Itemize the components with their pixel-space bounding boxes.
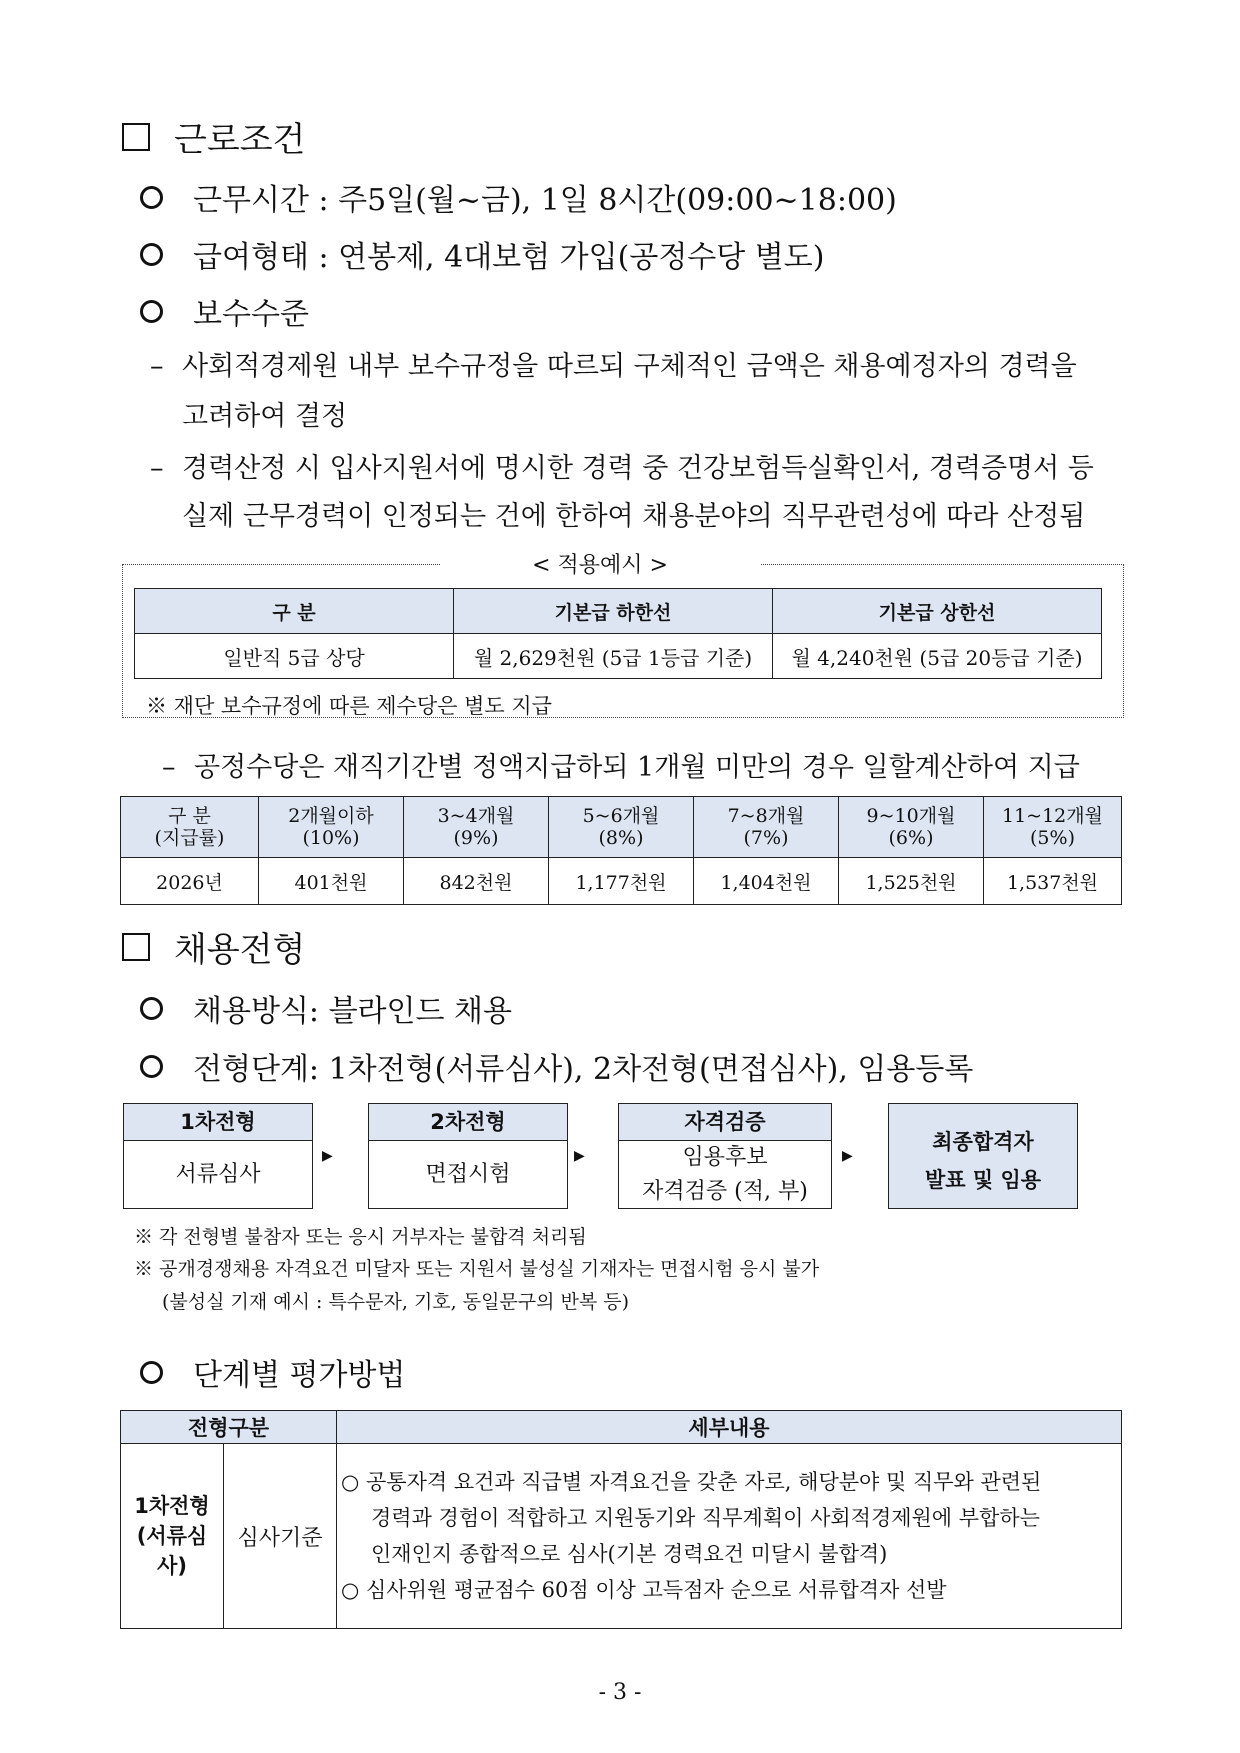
checkbox-square-icon <box>122 933 150 961</box>
fa-cell-5: 1,525천원 <box>839 858 984 905</box>
eval-criteria-cell: 심사기준 <box>224 1444 337 1629</box>
note-1: ※ 각 전형별 불참자 또는 응시 거부자는 불합격 처리됨 <box>134 1226 587 1248</box>
dash-bullet: – <box>150 351 164 382</box>
eval-stage-line-1: 1차전형 <box>134 1494 210 1518</box>
career-rule-text-1: 경력산정 시 입사지원서에 명시한 경력 중 건강보험득실확인서, 경력증명서 등 <box>182 453 1094 484</box>
example-header-category: 구 분 <box>135 589 454 634</box>
circle-bullet-icon <box>140 300 163 323</box>
circle-bullet-icon <box>140 243 163 266</box>
flow-step-3-head: 자격검증 <box>619 1104 831 1141</box>
fa-cell-4: 1,404천원 <box>694 858 839 905</box>
flow-step-2-head: 2차전형 <box>369 1104 567 1141</box>
note-3: (불성실 기재 예시 : 특수문자, 기호, 동일문구의 반복 등) <box>162 1291 630 1313</box>
evaluation-title-line <box>140 1350 405 1394</box>
flow-final-line-2: 발표 및 임용 <box>924 1168 1042 1192</box>
pay-type-text: 급여형태 : 연봉제, 4대보험 가입(공정수당 별도) <box>193 240 825 275</box>
fa-header-6: 11~12개월 (5%) <box>984 797 1122 858</box>
eval-header-stage: 전형구분 <box>121 1411 337 1444</box>
section-title-recruitment <box>122 922 305 971</box>
career-rule-line-2: 실제 근무경력이 인정되는 건에 한하여 채용분야의 직무관련성에 따라 산정됨 <box>182 501 1086 532</box>
method-line <box>140 986 512 1030</box>
flow-arrow-icon: ▶ <box>842 1148 853 1164</box>
example-header-upper: 기본급 상한선 <box>773 589 1102 634</box>
pay-rule-text-1: 사회적경제원 내부 보수규정을 따르되 구체적인 금액은 채용예정자의 경력을 <box>182 351 1077 382</box>
section-title-working-conditions <box>122 112 305 161</box>
fair-allowance-line <box>162 745 1080 784</box>
eval-item-1-line-2: 경력과 경험이 적합하고 지원동기와 직무계획이 사회적경제원에 부합하는 <box>371 1506 1040 1530</box>
fa-cell-6: 1,537천원 <box>984 858 1122 905</box>
fa-cell-3: 1,177천원 <box>549 858 694 905</box>
work-hours-line <box>140 175 897 219</box>
eval-item-1-line-3: 인재인지 종합적으로 심사(기본 경력요건 미달시 불합격) <box>371 1542 888 1566</box>
flow-step-1 <box>123 1103 313 1209</box>
pay-level-text: 보수수준 <box>193 297 309 332</box>
work-hours-text: 근무시간 : 주5일(월~금), 1일 8시간(09:00~18:00) <box>193 183 897 218</box>
method-text: 채용방식: 블라인드 채용 <box>193 994 512 1029</box>
career-rule-line-1 <box>150 446 1094 485</box>
evaluation-table <box>120 1410 1122 1629</box>
example-cell-lower: 월 2,629천원 (5급 1등급 기준) <box>454 634 773 679</box>
eval-detail-cell <box>337 1444 1122 1629</box>
circle-bullet-icon <box>140 186 163 209</box>
flow-arrow-icon: ▶ <box>574 1148 585 1164</box>
eval-stage-cell <box>121 1444 224 1629</box>
example-title: < 적용예시 > <box>440 548 760 579</box>
pay-type-line <box>140 232 824 276</box>
fa-header-0: 구 분 (지급률) <box>121 797 259 858</box>
dash-bullet: – <box>162 752 176 783</box>
stages-line <box>140 1044 973 1088</box>
example-cell-upper: 월 4,240천원 (5급 20등급 기준) <box>773 634 1102 679</box>
fa-header-1: 2개월이하 (10%) <box>259 797 404 858</box>
fa-header-3: 5~6개월 (8%) <box>549 797 694 858</box>
flow-final <box>888 1103 1078 1209</box>
stages-text: 전형단계: 1차전형(서류심사), 2차전형(면접심사), 임용등록 <box>193 1052 974 1087</box>
eval-item-2: ○ 심사위원 평균점수 60점 이상 고득점자 순으로 서류합격자 선발 <box>341 1578 947 1602</box>
circle-bullet-icon <box>140 997 163 1020</box>
flow-step-3-body-1: 임용후보 <box>682 1145 768 1170</box>
example-header-lower: 기본급 하한선 <box>454 589 773 634</box>
example-table <box>134 588 1102 679</box>
dash-bullet: – <box>150 453 164 484</box>
flow-step-1-head: 1차전형 <box>124 1104 312 1141</box>
fa-cell-year: 2026년 <box>121 858 259 905</box>
flow-step-3-body <box>619 1141 831 1209</box>
flow-arrow-icon: ▶ <box>322 1148 333 1164</box>
section-title-text: 채용전형 <box>174 930 306 970</box>
eval-header-detail: 세부내용 <box>337 1411 1122 1444</box>
example-cell-category: 일반직 5급 상당 <box>135 634 454 679</box>
flow-final-line-1: 최종합격자 <box>932 1130 1034 1154</box>
flow-step-2 <box>368 1103 568 1209</box>
fa-header-4: 7~8개월 (7%) <box>694 797 839 858</box>
evaluation-title-text: 단계별 평가방법 <box>193 1358 406 1393</box>
checkbox-square-icon <box>122 123 150 151</box>
circle-bullet-icon <box>140 1055 163 1078</box>
pay-level-line <box>140 289 309 333</box>
fa-header-2: 3~4개월 (9%) <box>404 797 549 858</box>
flow-step-3 <box>618 1103 832 1209</box>
pay-rule-line-2: 고려하여 결정 <box>182 401 348 432</box>
flow-step-3-body-2: 자격검증 (적, 부) <box>642 1179 808 1204</box>
fa-cell-2: 842천원 <box>404 858 549 905</box>
fair-allowance-table <box>120 796 1122 905</box>
fa-cell-1: 401천원 <box>259 858 404 905</box>
section-title-text: 근로조건 <box>174 120 306 160</box>
eval-stage-line-2: (서류심사) <box>136 1524 208 1578</box>
flow-step-1-body: 서류심사 <box>175 1162 261 1187</box>
page-number: - 3 - <box>598 1680 642 1705</box>
eval-item-1-line-1: ○ 공통자격 요건과 직급별 자격요건을 갖춘 자로, 해당분야 및 직무와 관련된 <box>341 1470 1042 1494</box>
pay-rule-line-1 <box>150 344 1077 383</box>
example-note: ※ 재단 보수규정에 따른 제수당은 별도 지급 <box>146 694 552 718</box>
flow-step-2-body: 면접시험 <box>425 1162 511 1187</box>
note-2: ※ 공개경쟁채용 자격요건 미달자 또는 지원서 불성실 기재자는 면접시험 응시 불가 <box>134 1258 820 1280</box>
circle-bullet-icon <box>140 1361 163 1384</box>
fair-allowance-text: 공정수당은 재직기간별 정액지급하되 1개월 미만의 경우 일할계산하여 지급 <box>194 752 1080 783</box>
fa-header-5: 9~10개월 (6%) <box>839 797 984 858</box>
